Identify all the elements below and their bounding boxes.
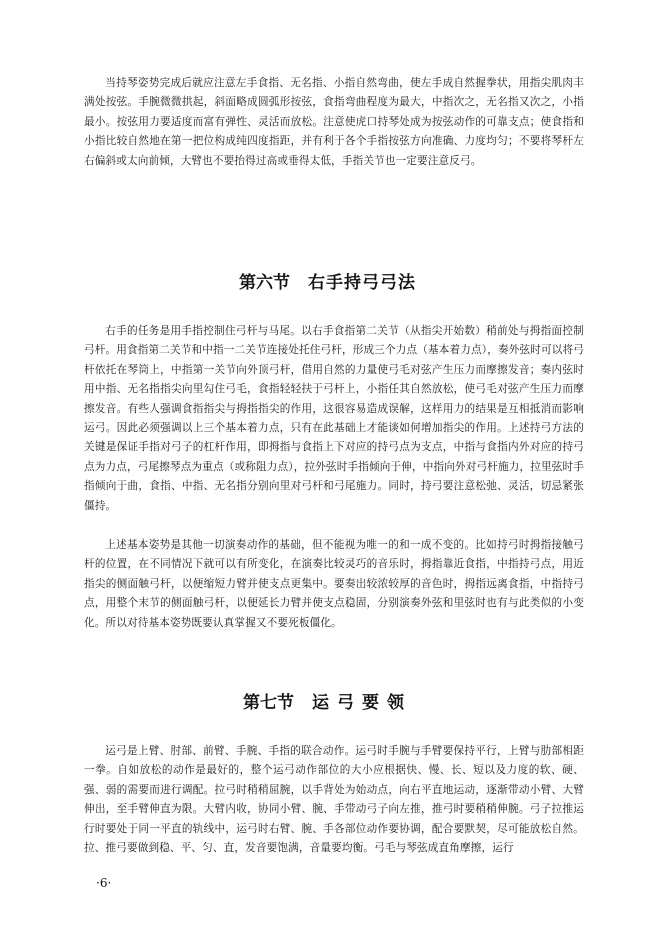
- section-title: 右手持弓弓法: [308, 273, 416, 293]
- section-heading-6: [0, 268, 655, 293]
- paragraph-bow-holding: 右手的任务是用手指控制住弓杆与马尾。以右手食指第二关节（从指尖开始数）稍前处与拇指面控制弓杆。用食指第二关节和中指一二关节连接处托住弓杆，形成三个力点（基本着力点），奏外弦时可以将弓杆依托在琴筒上，中指第一关节向外顶弓杆，借用自然的力量使弓毛对弦产生压力而摩擦发音；奏内弦时用中指、无名指指尖向里勾住弓毛，食指轻轻扶于弓杆上，小指任其自然放松，使弓毛对弦产生压力而摩擦发音。有些人强调食指指尖与拇指指尖的作用，这很容易造成误解，这样用力的结果是互相抵消而影响运弓。因此必须强调以上三个基本着力点，只有在此基础上才能谈如何增加指尖的作用。上述持弓方法的关键是保证手指对弓子的杠杆作用，即拇指与食指上下对应的持弓点为支点，中指与食指内外对应的持弓点为力点，弓尾擦琴点为重点（或称阻力点），拉外弦时手指倾向于伸，中指向外对弓杆施力，拉里弦时手指倾向于曲，食指、中指、无名指分别向里对弓杆和弓尾施力。同时，持弓要注意松弛、灵活，切忌紧张僵持。: [84, 325, 584, 512]
- page-number: ·6·: [96, 876, 112, 890]
- section-number: 第六节: [239, 273, 290, 293]
- paragraph-bowing-essentials: 运弓是上臂、肘部、前臂、手腕、手指的联合动作。运弓时手腕与手臂要保持平行，上臂与肋部相距一拳。自如放松的动作是最好的，整个运弓动作部位的大小应根据快、慢、长、短以及力度的软、硬、强、弱的需要而进行调配。拉弓时稍稍屈腕，以手背处为始动点，向右平直地运动，逐渐带动小臂、大臂伸出，至手臂伸直为限。大臂内收，协同小臂、腕、手带动弓子向左推，推弓时要稍稍伸腕。弓子拉推运行时要处于同一平直的轨线中，运弓时右臂、腕、手各部位动作要协调，配合要默契，尽可能放松自然。拉、推弓要做到稳、平、匀、直，发音要饱满，音量要均衡。弓毛与琴弦成直角摩擦，运行: [84, 745, 584, 855]
- section-title: 运弓要领: [312, 693, 412, 713]
- paragraph-left-hand-posture: 当持琴姿势完成后就应注意左手食指、无名指、小指自然弯曲，使左手成自然握拳状，用指尖肌肉丰满处按弦。手腕微微拱起，斜面略成圆弧形按弦，食指弯曲程度为最大，中指次之，无名指又次之，小指最小。按弦用力要适度而富有弹性、灵活而放松。注意使虎口持琴处成为按弦动作的可靠支点；使食指和小指比较自然地在第一把位构成纯四度指距，并有利于各个手指按弦方向准确、力度均匀；不要将琴杆左右偏斜或太向前倾，大臂也不要抬得过高或垂得太低，手指关节也一定要注意反弓。: [84, 77, 584, 167]
- paragraph-posture-variation: 上述基本姿势是其他一切演奏动作的基础，但不能视为唯一的和一成不变的。比如持弓时拇指接触弓杆的位置，在不同情况下就可以有所变化，在演奏比较灵巧的音乐时，拇指靠近食指，中指持弓点，用近指尖的侧面触弓杆，以便缩短力臂并使支点更集中。要奏出较浓较厚的音色时，拇指远离食指，中指持弓点，用整个末节的侧面触弓杆，以便延长力臂并使支点稳固，分别演奏外弦和里弦时也有与此类似的小变化。所以对待基本姿势既要认真掌握又不要死板僵化。: [84, 539, 584, 629]
- section-number: 第七节: [243, 693, 294, 713]
- section-heading-7: [0, 688, 655, 713]
